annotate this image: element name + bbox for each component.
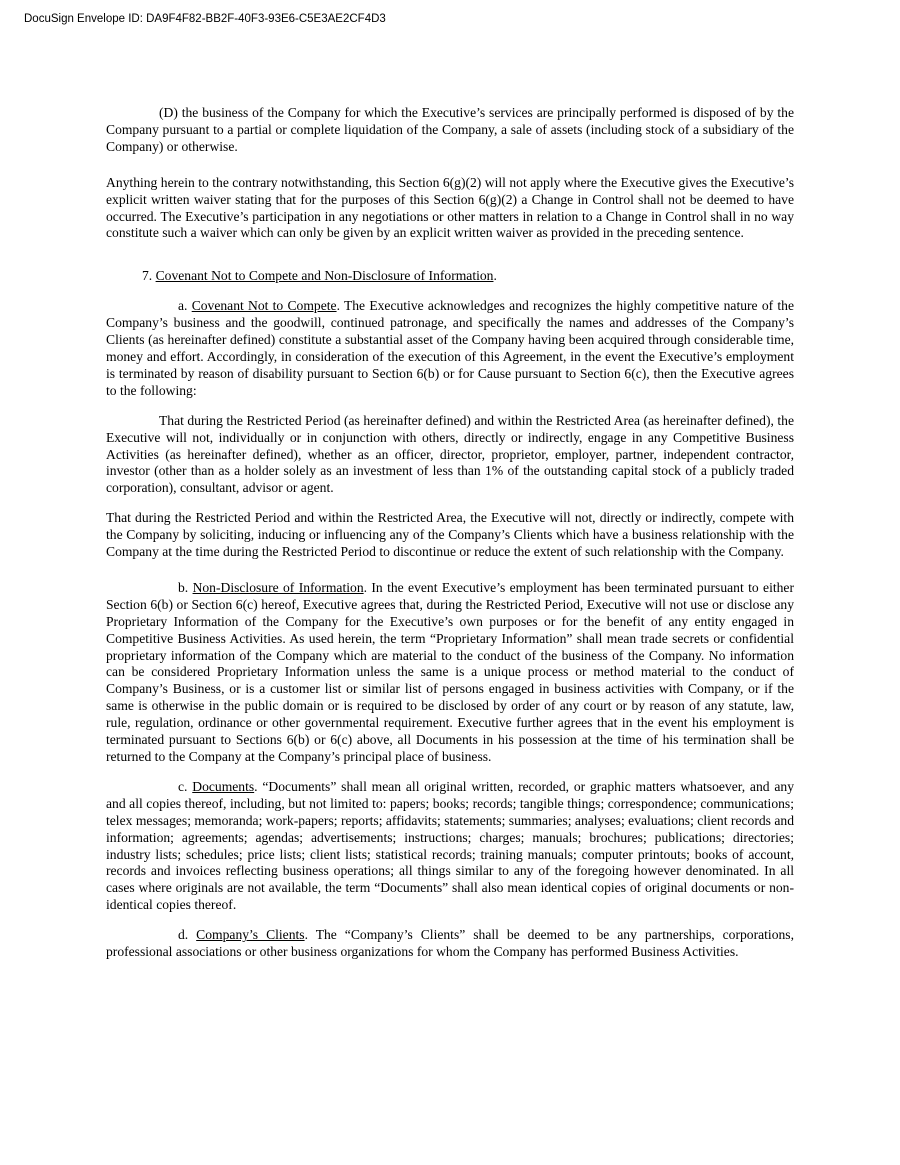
- section-7-heading: [106, 268, 794, 285]
- subsection-c: [106, 779, 794, 914]
- section-7-title: Covenant Not to Compete and Non-Disclosure of Information: [155, 268, 494, 284]
- document-body: [106, 105, 794, 961]
- restriction-paragraph-1: That during the Restricted Period (as hereinafter defined) and within the Restricted Area (as hereinafter defined), the Executive will not, individually or in conjunction with others, directly or indirectly, engage in any Competitive Business Activities (as hereinafter defined), whether as an officer, director, proprietor, employer, partner, independent contractor, investor (other than as a holder solely as an investment of less than 1% of the outstanding capital stock of a publicly traded corporation), consultant, advisor or agent.: [106, 412, 794, 496]
- subsection-a-title: Covenant Not to Compete: [191, 298, 337, 314]
- subsection-b-label: b.: [178, 579, 193, 595]
- clause-d: (D) the business of the Company for which the Executive’s services are principally performed is disposed of by the Company pursuant to a partial or complete liquidation of the Company, a sale of assets (including stock of a subsidiary of the Company) or otherwise.: [106, 105, 794, 154]
- subsection-d: [106, 927, 794, 961]
- subsection-b-body: . In the event Executive’s employment has been terminated pursuant to either Section 6(b) or Section 6(c) hereof, Executive agrees that, during the Restricted Period, Executive will not use or disclose any Proprietary Information of the Company for the Executive’s own purposes or for the benefit of any entity engaged in Competitive Business Activities. As used herein, the term “Proprietary Information” shall mean trade secrets or confidential proprietary information of the Company which are material to the conduct of the business of the Company. No information can be considered Proprietary Information unless the same is a unique process or method material to the conduct of Company’s Business, or is a customer list or similar list of persons engaged in business activities with Company, or if the same is otherwise in the public domain or is required to be disclosed by order of any court or by reason of any statute, law, rule, regulation, ordinance or other governmental requirement. Executive further agrees that in the event his employment is terminated pursuant to Sections 6(b) or 6(c) above, all Documents in his possession at the time of his termination shall be returned to the Company at the Company’s principal place of business.: [106, 579, 794, 764]
- subsection-b-title: Non-Disclosure of Information: [192, 579, 364, 595]
- restriction-paragraph-2: That during the Restricted Period and within the Restricted Area, the Executive will not, directly or indirectly, compete with the Company by soliciting, inducing or influencing any of the Company’s Clients which have a business relationship with the Company at the time during the Restricted Period to discontinue or reduce the extent of such relationship with the Company.: [106, 510, 794, 560]
- waiver-paragraph: Anything herein to the contrary notwithstanding, this Section 6(g)(2) will not apply where the Executive gives the Executive’s explicit written waiver stating that for the purposes of this Section 6(g)(2) a Change in Control shall not be deemed to have occurred. The Executive’s participation in any negotiations or other matters in relation to a Change in Control shall in no way constitute such a waiver which can only be given by an explicit written waiver as provided in the preceding sentence.: [106, 174, 794, 241]
- subsection-c-title: Documents: [192, 778, 255, 794]
- subsection-a-label: a.: [178, 298, 192, 314]
- subsection-a: [106, 298, 794, 399]
- subsection-c-label: c.: [178, 778, 193, 794]
- subsection-d-label: d.: [178, 927, 197, 943]
- subsection-a-body: . The Executive acknowledges and recognizes the highly competitive nature of the Company’s business and the goodwill, continued patronage, and specifically the names and addresses of the Company’s Clients (as hereinafter defined) constitute a substantial asset of the Company having been acquired through considerable time, money and effort. Accordingly, in consideration of the execution of this Agreement, in the event the Executive’s employment is terminated by reason of disability pursuant to Section 6(b) or for Cause pursuant to Section 6(c), then the Executive agrees to the following:: [106, 298, 795, 398]
- docusign-envelope-id: DocuSign Envelope ID: DA9F4F82-BB2F-40F3-93E6-C5E3AE2CF4D3: [24, 13, 386, 25]
- subsection-b: [106, 580, 794, 766]
- subsection-d-body: . The “Company’s Clients” shall be deemed to be any partnerships, corporations, professional associations or other business organizations for whom the Company has performed Business Activities.: [106, 927, 794, 960]
- section-7-number: 7.: [142, 268, 156, 284]
- subsection-d-title: Company’s Clients: [196, 927, 305, 943]
- section-7-title-end: .: [493, 268, 497, 284]
- subsection-c-body: . “Documents” shall mean all original written, recorded, or graphic matters whatsoever, and any and all copies thereof, including, but not limited to: papers; books; records; tangible things; correspondence; communications; telex messages; memoranda; work-papers; reports; affidavits; statements; summaries; analyses; evaluations; client records and information; agreements; agendas; advertisements; instructions; charges; manuals; brochures; publications; directories; industry lists; schedules; price lists; client lists; statistical records; training manuals; computer printouts; books of account, records and invoices reflecting business operations; all things similar to any of the foregoing however denominated. In all cases where originals are not available, the term “Documents” shall also mean identical copies of original documents or non-identical copies thereof.: [106, 778, 794, 913]
